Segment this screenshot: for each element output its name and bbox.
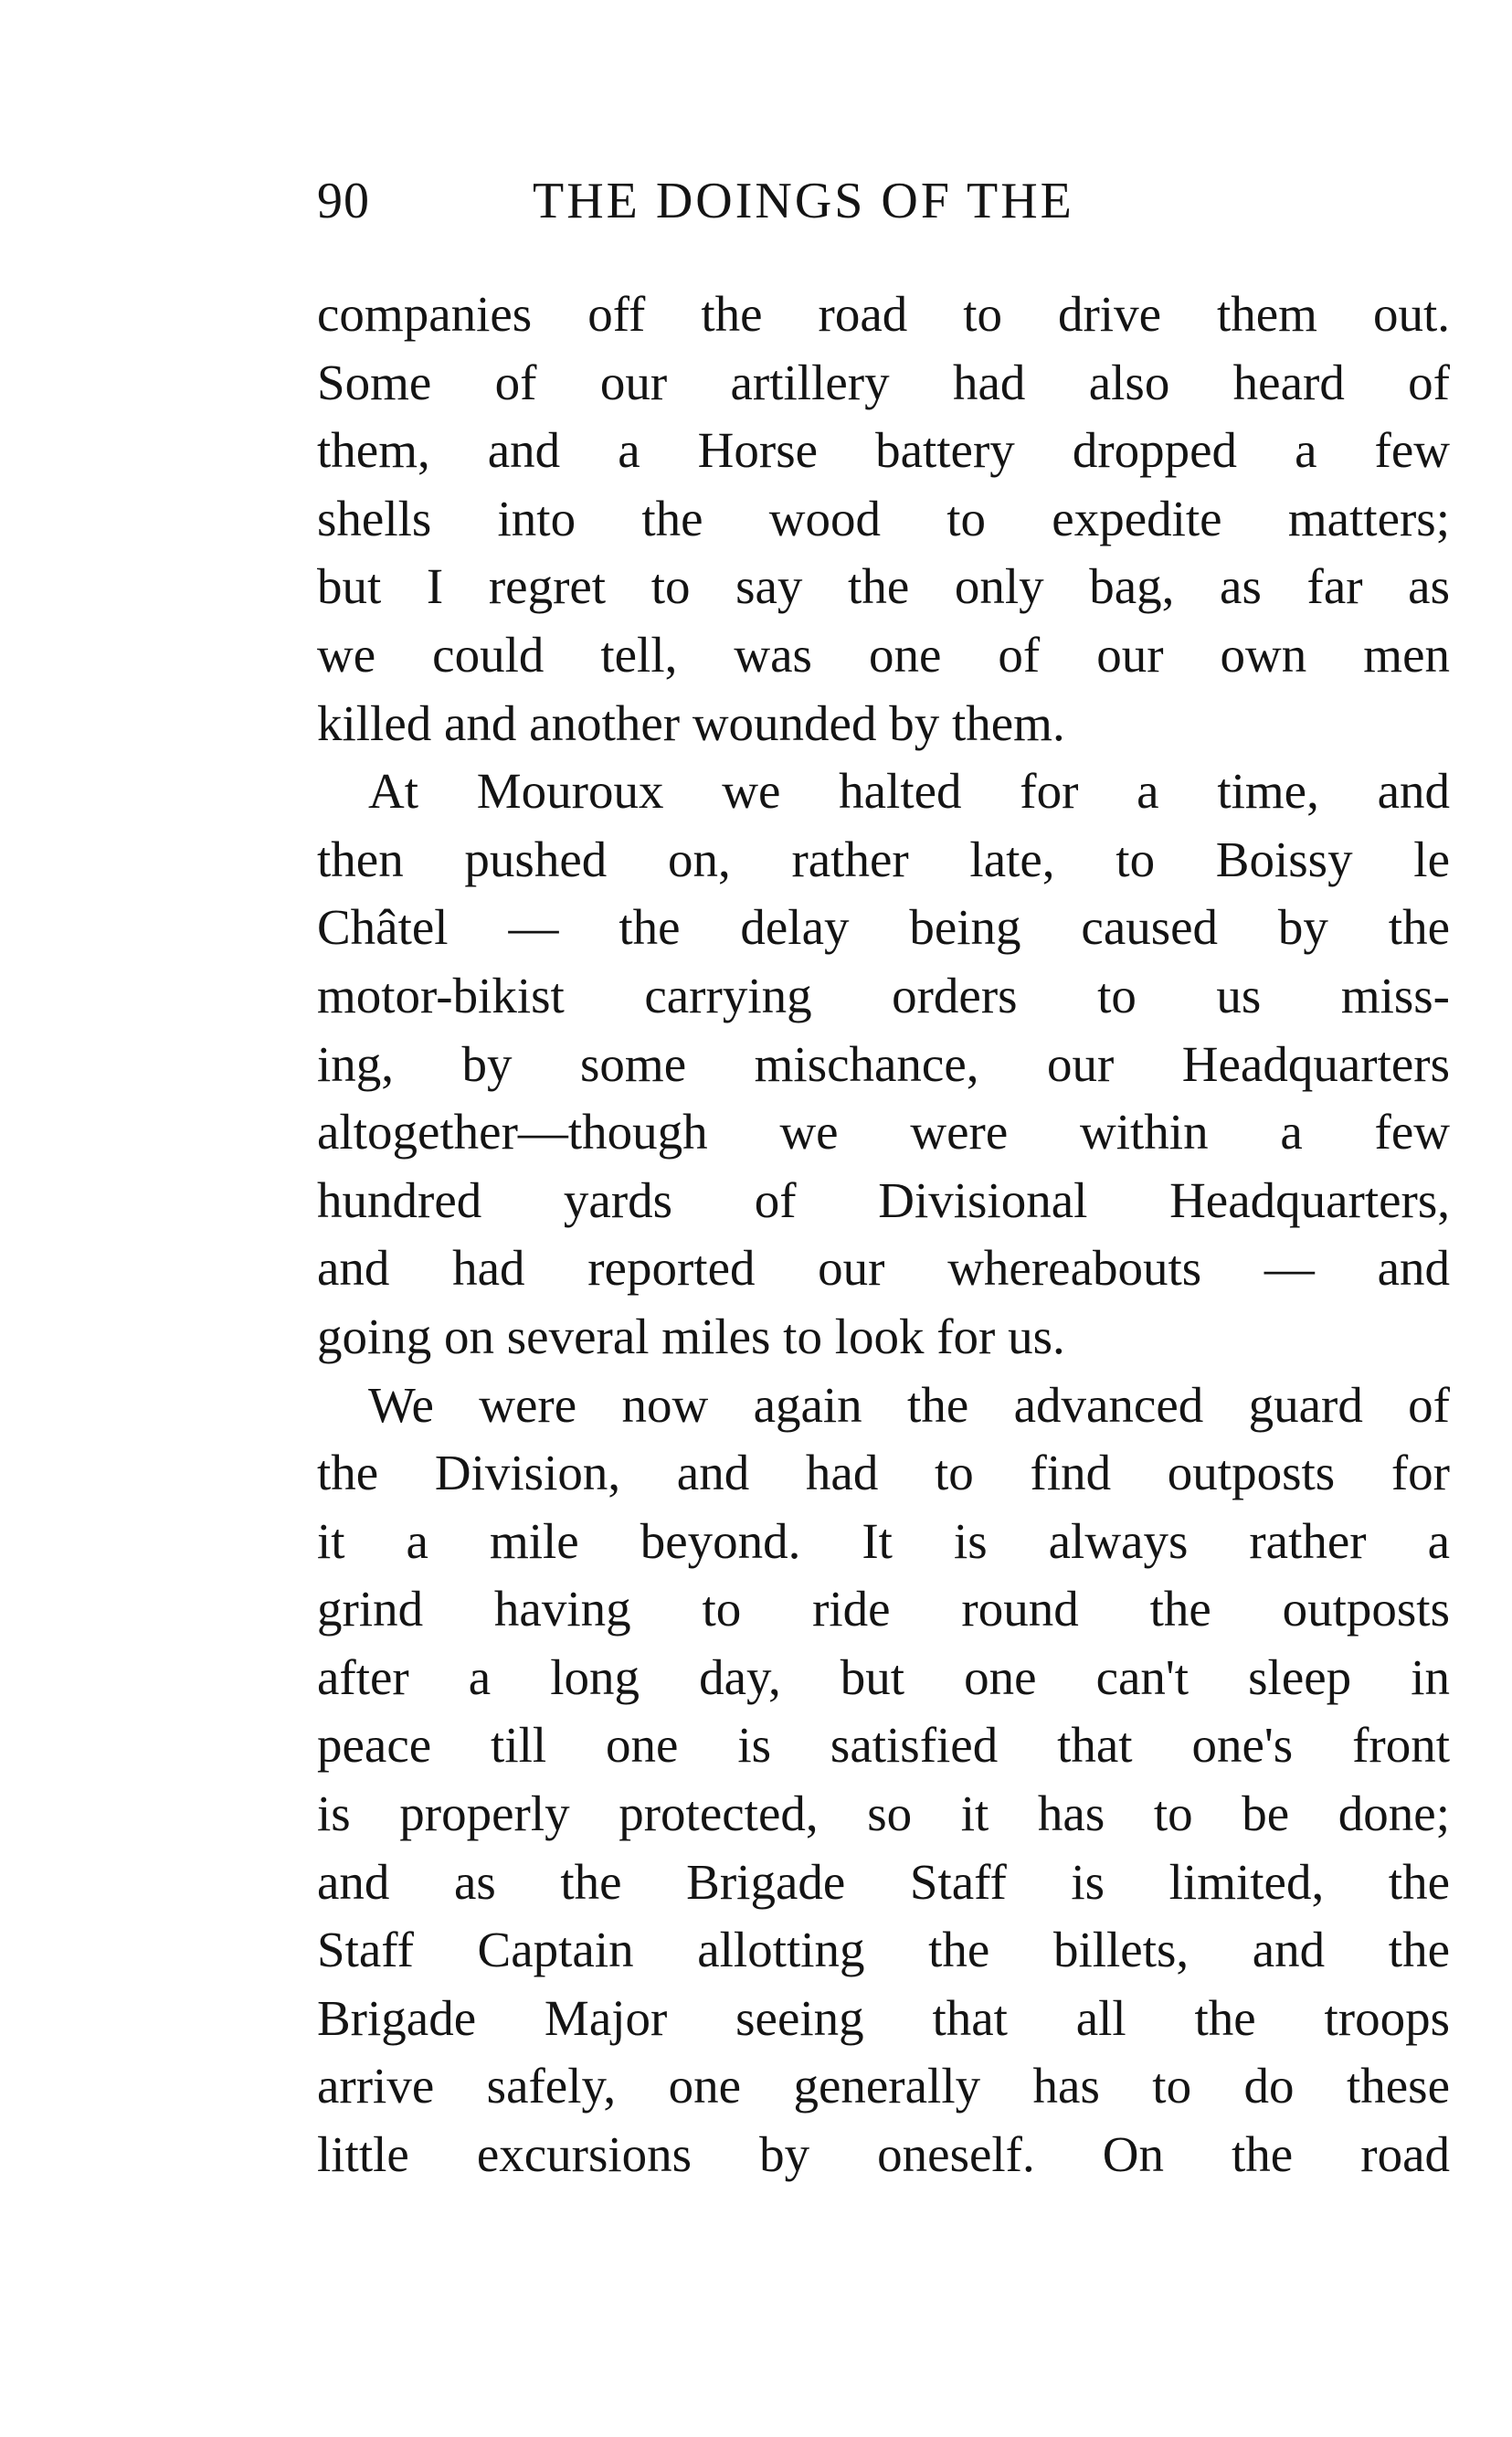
- text-line: and as the Brigade Staff is limited, the: [317, 1853, 1450, 1910]
- text-line: and had reported our whereabouts — and: [317, 1240, 1450, 1297]
- text-line: Some of our artillery had also heard of: [317, 354, 1450, 410]
- text-line: Brigade Major seeing that all the troops: [317, 1989, 1450, 2046]
- running-title: THE DOINGS OF THE: [533, 173, 1074, 229]
- text-line: it a mile beyond. It is always rather a: [317, 1512, 1450, 1569]
- text-line: hundred yards of Divisional Headquarters,: [317, 1171, 1450, 1228]
- text-line: altogether—though we were within a few: [317, 1104, 1450, 1160]
- text-line: companies off the road to drive them out.: [317, 286, 1450, 342]
- text-line: ing, by some mischance, our Headquarters: [317, 1035, 1450, 1092]
- text-line: arrive safely, one generally has to do these: [317, 2058, 1450, 2114]
- text-line: we could tell, was one of our own men: [317, 626, 1450, 683]
- text-line: is properly protected, so it has to be done;: [317, 1785, 1450, 1842]
- running-header: [317, 169, 1450, 233]
- text-line: going on several miles to look for us.: [317, 1308, 1065, 1364]
- page-number: 90: [317, 173, 370, 229]
- text-line: At Mouroux we halted for a time, and: [368, 763, 1450, 820]
- text-line: little excursions by oneself. On the road: [317, 2126, 1450, 2183]
- text-line: grind having to ride round the outposts: [317, 1581, 1450, 1637]
- text-line: motor-bikist carrying orders to us miss-: [317, 967, 1450, 1023]
- text-line: but I regret to say the only bag, as far as: [317, 558, 1450, 615]
- text-line: Staff Captain allotting the billets, and the: [317, 1922, 1450, 1978]
- text-line: killed and another wounded by them.: [317, 694, 1065, 751]
- text-line: then pushed on, rather late, to Boissy le: [317, 831, 1450, 887]
- text-line: shells into the wood to expedite matters;: [317, 490, 1450, 546]
- text-line: after a long day, but one can't sleep in: [317, 1648, 1450, 1705]
- text-line: peace till one is satisfied that one's front: [317, 1717, 1450, 1774]
- text-line: the Division, and had to find outposts for: [317, 1445, 1450, 1501]
- body-text: [317, 281, 1450, 2189]
- text-line: Châtel — the delay being caused by the: [317, 899, 1450, 956]
- text-line: them, and a Horse battery dropped a few: [317, 422, 1450, 479]
- text-line: We were now again the advanced guard of: [368, 1376, 1450, 1433]
